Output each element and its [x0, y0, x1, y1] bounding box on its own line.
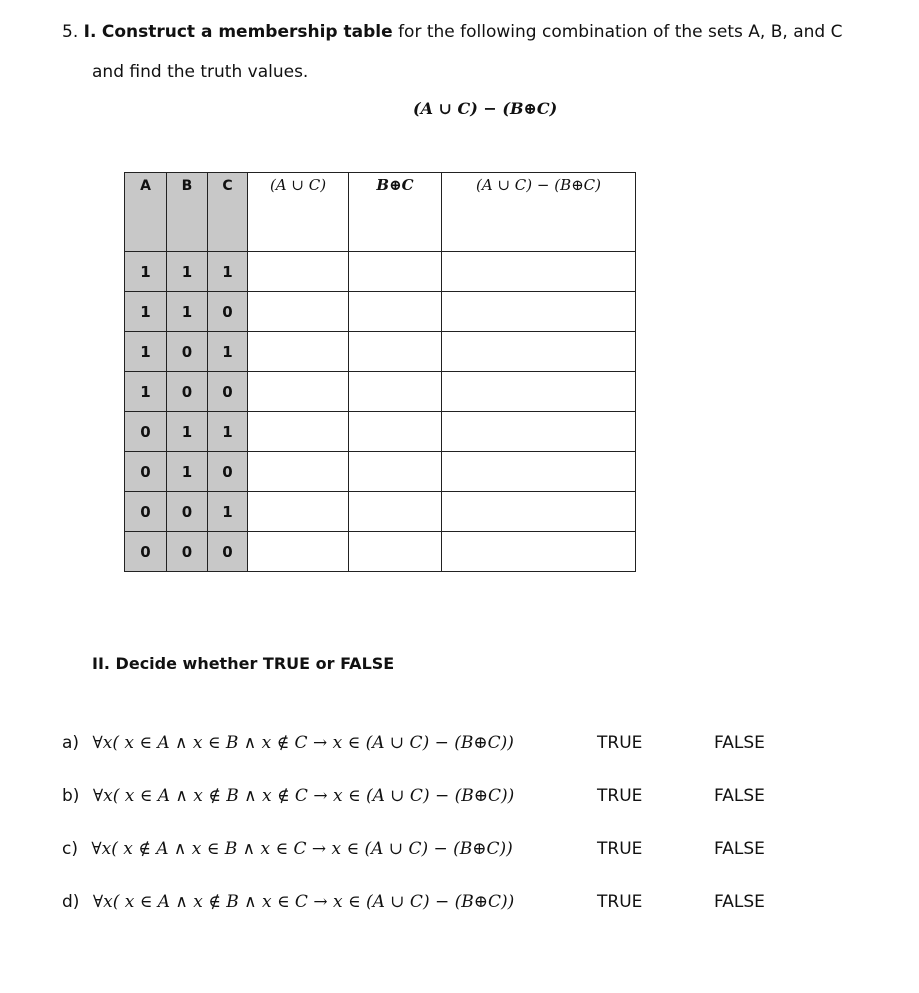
- instruction-rest: for the following combination of the sets A, B, and C: [398, 22, 843, 42]
- header-c: C: [208, 173, 248, 252]
- cell-b-xor-c[interactable]: [349, 252, 442, 292]
- cell-c: 0: [208, 532, 248, 572]
- true-option-d[interactable]: TRUE: [597, 892, 643, 912]
- cell-b: 0: [167, 492, 208, 532]
- cell-result[interactable]: [442, 292, 636, 332]
- table-row: [125, 412, 636, 452]
- cell-b: 0: [167, 372, 208, 412]
- statement-label: b): [62, 786, 80, 806]
- table-row: [125, 372, 636, 412]
- cell-a: 0: [125, 532, 167, 572]
- cell-c: 1: [208, 332, 248, 372]
- cell-b: 0: [167, 532, 208, 572]
- cell-c: 0: [208, 292, 248, 332]
- cell-a-union-c[interactable]: [248, 412, 349, 452]
- cell-c: 1: [208, 252, 248, 292]
- cell-result[interactable]: [442, 532, 636, 572]
- cell-b-xor-c[interactable]: [349, 452, 442, 492]
- cell-a-union-c[interactable]: [248, 292, 349, 332]
- cell-result[interactable]: [442, 332, 636, 372]
- statement-a: [62, 733, 514, 753]
- cell-result[interactable]: [442, 492, 636, 532]
- cell-a-union-c[interactable]: [248, 452, 349, 492]
- cell-a-union-c[interactable]: [248, 252, 349, 292]
- cell-b-xor-c[interactable]: [349, 292, 442, 332]
- header-b-xor-c: B⊕C: [349, 173, 442, 252]
- statement-b: [62, 786, 514, 806]
- cell-c: 0: [208, 372, 248, 412]
- true-option-a[interactable]: TRUE: [597, 733, 643, 753]
- question-line-1: [62, 22, 842, 42]
- table-row: [125, 492, 636, 532]
- cell-a: 0: [125, 412, 167, 452]
- cell-c: 1: [208, 412, 248, 452]
- false-option-b[interactable]: FALSE: [714, 786, 765, 806]
- cell-b: 1: [167, 292, 208, 332]
- cell-b-xor-c[interactable]: [349, 492, 442, 532]
- true-option-b[interactable]: TRUE: [597, 786, 643, 806]
- statement-label: a): [62, 733, 80, 753]
- statement-expression: ∀x( x ∉ A ∧ x ∈ B ∧ x ∈ C → x ∈ (A ∪ C) − (B⊕C)): [91, 839, 513, 859]
- table-row: [125, 532, 636, 572]
- header-a-union-c: (A ∪ C): [248, 173, 349, 252]
- statement-expression: ∀x( x ∈ A ∧ x ∉ B ∧ x ∉ C → x ∈ (A ∪ C) − (B⊕C)): [92, 786, 515, 806]
- true-option-c[interactable]: TRUE: [597, 839, 643, 859]
- false-option-c[interactable]: FALSE: [714, 839, 765, 859]
- cell-a: 1: [125, 252, 167, 292]
- cell-b: 0: [167, 332, 208, 372]
- question-number: 5.: [62, 22, 79, 42]
- cell-c: 0: [208, 452, 248, 492]
- cell-a-union-c[interactable]: [248, 332, 349, 372]
- cell-result[interactable]: [442, 452, 636, 492]
- cell-a: 0: [125, 452, 167, 492]
- membership-table: [124, 172, 636, 572]
- header-b: B: [167, 173, 208, 252]
- table-row: [125, 292, 636, 332]
- cell-b: 1: [167, 452, 208, 492]
- statement-d: [62, 892, 514, 912]
- cell-result[interactable]: [442, 372, 636, 412]
- statement-label: d): [62, 892, 80, 912]
- table-row: [125, 452, 636, 492]
- statement-c: [62, 839, 513, 859]
- cell-b-xor-c[interactable]: [349, 372, 442, 412]
- cell-a: 1: [125, 292, 167, 332]
- false-option-d[interactable]: FALSE: [714, 892, 765, 912]
- cell-b-xor-c[interactable]: [349, 532, 442, 572]
- cell-b-xor-c[interactable]: [349, 412, 442, 452]
- header-a: A: [125, 173, 167, 252]
- part2-heading: II. Decide whether TRUE or FALSE: [92, 654, 395, 673]
- cell-a: 0: [125, 492, 167, 532]
- table-row: [125, 332, 636, 372]
- cell-a: 1: [125, 372, 167, 412]
- cell-a-union-c[interactable]: [248, 532, 349, 572]
- question-line-2: and find the truth values.: [92, 62, 309, 82]
- cell-result[interactable]: [442, 252, 636, 292]
- table-header-row: [125, 173, 636, 252]
- cell-b-xor-c[interactable]: [349, 332, 442, 372]
- formula: (A ∪ C) − (B⊕C): [413, 99, 558, 118]
- cell-b: 1: [167, 252, 208, 292]
- statement-expression: ∀x( x ∈ A ∧ x ∈ B ∧ x ∉ C → x ∈ (A ∪ C) − (B⊕C)): [92, 733, 514, 753]
- header-result: (A ∪ C) − (B⊕C): [442, 173, 636, 252]
- cell-a: 1: [125, 332, 167, 372]
- statement-expression: ∀x( x ∈ A ∧ x ∉ B ∧ x ∈ C → x ∈ (A ∪ C) − (B⊕C)): [92, 892, 515, 912]
- cell-result[interactable]: [442, 412, 636, 452]
- table-row: [125, 252, 636, 292]
- instruction-bold: Construct a membership table: [101, 22, 393, 42]
- part-label: I.: [83, 22, 97, 42]
- cell-a-union-c[interactable]: [248, 372, 349, 412]
- cell-c: 1: [208, 492, 248, 532]
- cell-a-union-c[interactable]: [248, 492, 349, 532]
- statement-label: c): [62, 839, 78, 859]
- false-option-a[interactable]: FALSE: [714, 733, 765, 753]
- cell-b: 1: [167, 412, 208, 452]
